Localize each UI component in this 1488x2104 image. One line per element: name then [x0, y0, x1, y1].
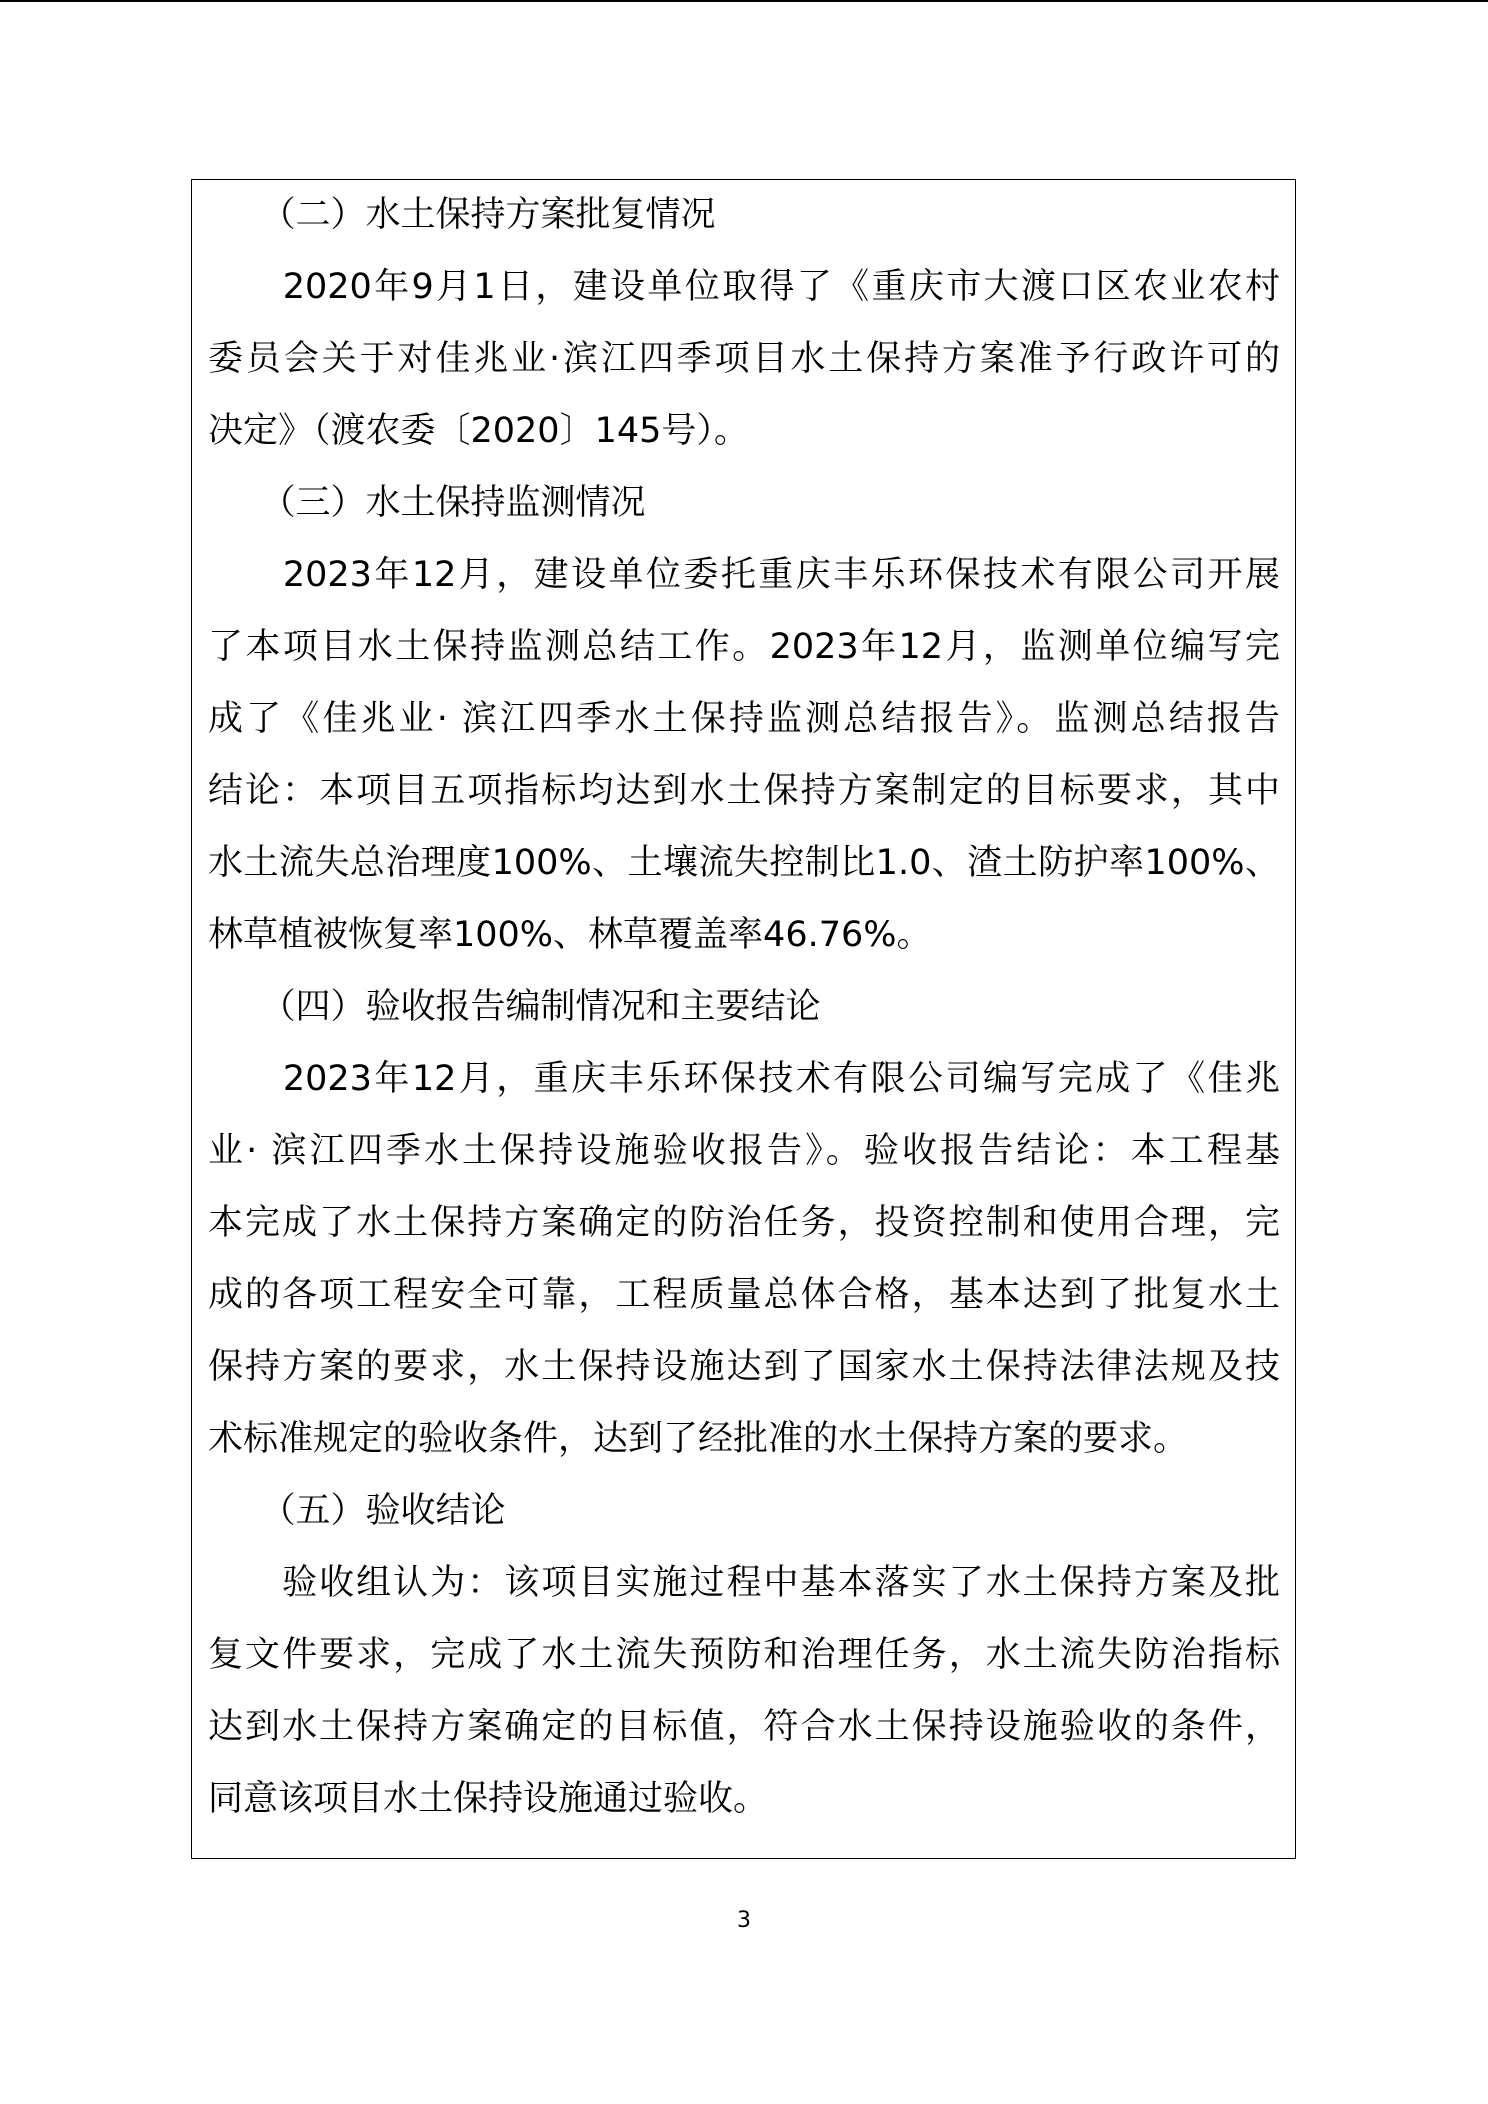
paragraph-line: 达到水土保持方案确定的目标值，符合水土保持设施验收的条件， [208, 1707, 1280, 1747]
paragraph-line: 结论：本项目五项指标均达到水土保持方案制定的目标要求，其中 [208, 771, 1280, 811]
section-heading-4: （四）验收报告编制情况和主要结论 [208, 987, 821, 1027]
section-heading-2: （二）水土保持方案批复情况 [208, 195, 716, 235]
page-number: 3 [737, 1908, 751, 1933]
paragraph-line: 2020年9月1日，建设单位取得了《重庆市大渡口区农业农村 [208, 267, 1280, 307]
paragraph-line: 2023年12月，重庆丰乐环保技术有限公司编写完成了《佳兆 [208, 1059, 1280, 1099]
paragraph-line: 复文件要求，完成了水土流失预防和治理任务，水土流失防治指标 [208, 1635, 1280, 1675]
paragraph-line: 保持方案的要求，水土保持设施达到了国家水土保持法律法规及技 [208, 1347, 1280, 1387]
page-top-edge [0, 0, 1488, 2]
section-heading-5: （五）验收结论 [208, 1491, 506, 1531]
paragraph-line: 同意该项目水土保持设施通过验收。 [208, 1779, 769, 1819]
paragraph-line: 2023年12月，建设单位委托重庆丰乐环保技术有限公司开展 [208, 555, 1280, 595]
paragraph-line: 验收组认为：该项目实施过程中基本落实了水土保持方案及批 [208, 1563, 1280, 1603]
paragraph-line: 决定》（渡农委〔2020〕145号）。 [208, 411, 749, 451]
paragraph-line: 成的各项工程安全可靠，工程质量总体合格，基本达到了批复水土 [208, 1275, 1280, 1315]
paragraph-line: 业· 滨江四季水土保持设施验收报告》。验收报告结论：本工程基 [208, 1131, 1280, 1171]
paragraph-line: 成了《佳兆业· 滨江四季水土保持监测总结报告》。监测总结报告 [208, 699, 1280, 739]
paragraph-line: 委员会关于对佳兆业·滨江四季项目水土保持方案准予行政许可的 [208, 339, 1280, 379]
paragraph-line: 了本项目水土保持监测总结工作。2023年12月，监测单位编写完 [208, 627, 1280, 667]
paragraph-line: 林草植被恢复率100%、林草覆盖率46.76%。 [208, 915, 932, 955]
paragraph-line: 水土流失总治理度100%、土壤流失控制比1.0、渣土防护率100%、 [208, 843, 1280, 883]
content-table-cell [191, 179, 1296, 1859]
section-heading-3: （三）水土保持监测情况 [208, 483, 646, 523]
paragraph-line: 术标准规定的验收条件，达到了经批准的水土保持方案的要求。 [208, 1419, 1189, 1459]
paragraph-line: 本完成了水土保持方案确定的防治任务，投资控制和使用合理，完 [208, 1203, 1280, 1243]
